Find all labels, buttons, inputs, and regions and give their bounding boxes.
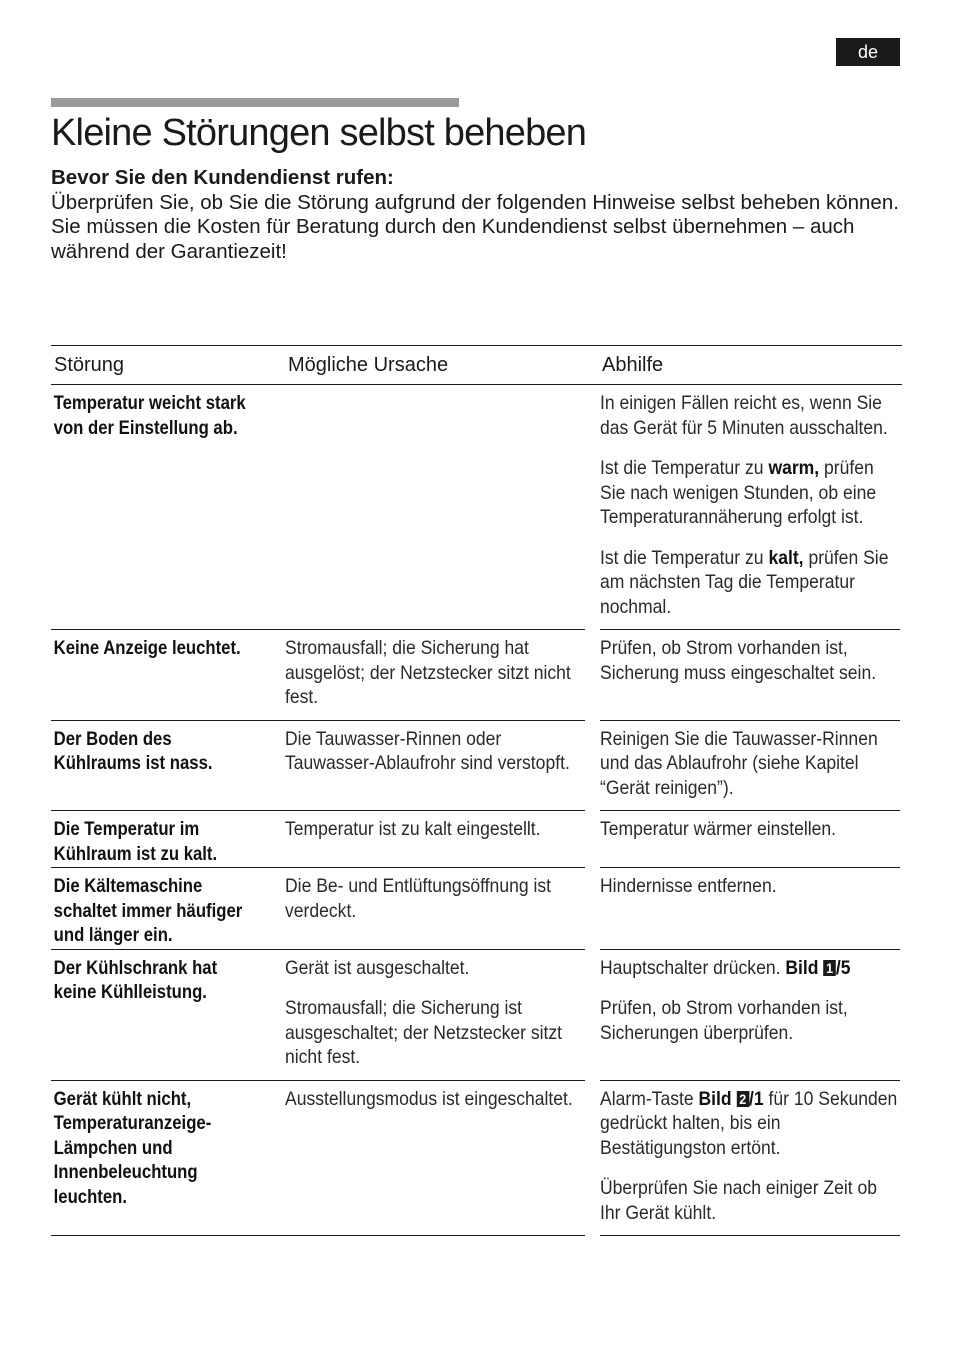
remedy-text-span: Temperatur wärmer einstellen. — [600, 818, 837, 840]
remedy-cell — [600, 1081, 900, 1171]
problem-cell: Der Boden des Kühlraums ist nass. — [53, 728, 213, 774]
figure-ref-label: Bild — [698, 1087, 732, 1110]
remedy-text-span: Hindernisse entfernen. — [600, 875, 777, 897]
remedy-cell — [600, 950, 900, 991]
cause-cell — [285, 630, 585, 721]
cause-text: Die Be- und Entlüftungsöffnung ist verdeckt. — [285, 875, 552, 922]
remedy-text-span: Überprüfen Sie nach einiger Zeit ob Ihr Gerät kühlt. — [600, 1177, 878, 1224]
header-remedy: Abhilfe — [602, 353, 664, 376]
table-row — [51, 721, 902, 812]
cause-cell — [285, 868, 585, 950]
problem-cell: Der Kühlschrank hat keine Kühlleistung. — [53, 957, 218, 1003]
remedy-text-span: prüfen Sie nach wenigen Stunden, ob eine Temperaturannäherung erfolgt ist. — [600, 457, 877, 528]
remedy-cell — [600, 1170, 900, 1236]
figure-ref-label: Bild — [785, 956, 819, 979]
figure-ref-number: 1 — [823, 960, 835, 976]
remedy-text — [600, 546, 900, 620]
language-badge: de — [836, 38, 900, 66]
emphasis-text: warm, — [768, 457, 820, 479]
cause-text: Die Tauwasser-Rinnen oder Tauwasser-Ablaufrohr sind verstopft. — [285, 727, 570, 774]
cause-text: Temperatur ist zu kalt eingestellt. — [285, 818, 541, 840]
remedy-text — [600, 636, 900, 685]
cause-cell — [285, 1081, 585, 1237]
remedy-text-span: Prüfen, ob Strom vorhanden ist, Sicherungen überprüfen. — [600, 997, 848, 1044]
remedy-text — [600, 817, 900, 842]
table-row — [51, 1081, 902, 1237]
remedy-text — [600, 1176, 900, 1225]
troubleshooting-table — [51, 345, 902, 1236]
remedy-text — [600, 391, 900, 440]
remedy-text-span: Prüfen, ob Strom vorhanden ist, Sicherung muss eingeschaltet sein. — [600, 637, 877, 684]
remedy-cell — [600, 721, 900, 812]
remedy-text-span: Ist die Temperatur zu — [600, 546, 769, 569]
remedy-cell — [600, 990, 900, 1081]
remedy-text — [600, 456, 900, 530]
remedy-cell — [600, 811, 900, 868]
figure-ref-number: 2 — [737, 1091, 749, 1107]
cause-cell — [285, 990, 585, 1081]
remedy-cell — [600, 630, 900, 721]
remedy-text — [600, 727, 900, 801]
remedy-text-span: prüfen Sie am nächsten Tag die Temperatur nochmal. — [600, 546, 889, 618]
intro-paragraph-1: Überprüfen Sie, ob Sie die Störung aufgrund der folgenden Hinweise selbst beheben können. — [51, 190, 899, 214]
cause-cell — [285, 385, 585, 630]
table-row — [51, 950, 902, 1081]
table-header — [51, 345, 902, 385]
table-row — [51, 385, 902, 630]
remedy-text-span: für 10 Sekunden gedrückt halten, bis ein Bestätigungston ertönt. — [600, 1087, 898, 1159]
remedy-text — [600, 996, 900, 1045]
cause-cell — [285, 721, 585, 812]
remedy-cell — [600, 868, 900, 950]
page-title: Kleine Störungen selbst beheben — [51, 112, 587, 154]
header-problem: Störung — [54, 353, 125, 376]
problem-cell: Gerät kühlt nicht, Temperaturanzeige-Lämpchen und Innenbeleuchtung leuchten. — [53, 1088, 212, 1208]
table-row — [51, 868, 902, 950]
table-row — [51, 630, 902, 721]
cause-text: Stromausfall; die Sicherung hat ausgelöst; der Netzstecker sitzt nicht fest. — [285, 637, 571, 708]
figure-ref-suffix: /5 — [835, 956, 851, 979]
cause-cell — [285, 950, 585, 991]
intro-paragraph-2: Sie müssen die Kosten für Beratung durch den Kundendienst selbst übernehmen – auch während der Garantiezeit! — [51, 215, 855, 263]
emphasis-text: kalt, — [768, 546, 804, 569]
cause-text: Ausstellungsmodus ist eingeschaltet. — [285, 1087, 573, 1110]
intro-lead: Bevor Sie den Kundendienst rufen: — [51, 166, 394, 189]
problem-cell: Die Temperatur im Kühlraum ist zu kalt. — [53, 819, 218, 865]
remedy-text-span: Alarm-Taste — [600, 1087, 699, 1110]
table-row — [51, 811, 902, 868]
remedy-text-span: In einigen Fällen reicht es, wenn Sie das Gerät für 5 Minuten ausschalten. — [600, 392, 888, 439]
table-body — [51, 385, 902, 1236]
intro — [51, 166, 901, 264]
cause-cell — [285, 811, 585, 868]
cause-text: Stromausfall; die Sicherung ist ausgeschaltet; der Netzstecker sitzt nicht fest. — [285, 997, 563, 1068]
figure-ref-suffix: /1 — [748, 1087, 764, 1110]
remedy-text — [600, 956, 900, 981]
remedy-text-span: Reinigen Sie die Tauwasser-Rinnen und das Ablaufrohr (siehe Kapitel “Gerät reinigen”). — [600, 727, 878, 799]
problem-cell: Die Kältemaschine schaltet immer häufiger und länger ein. — [53, 876, 243, 946]
remedy-text — [600, 874, 900, 899]
problem-cell: Keine Anzeige leuchtet. — [53, 638, 241, 659]
problem-cell: Temperatur weicht stark von der Einstellung ab. — [53, 393, 246, 439]
cause-text: Gerät ist ausgeschaltet. — [285, 956, 470, 979]
remedy-text-span: Hauptschalter drücken. — [600, 956, 786, 979]
remedy-cell — [600, 450, 900, 540]
remedy-text-span: Ist die Temperatur zu — [600, 457, 769, 479]
remedy-text — [600, 1087, 900, 1161]
header-cause: Mögliche Ursache — [288, 353, 449, 376]
remedy-cell — [600, 540, 900, 631]
section-rule — [51, 98, 459, 107]
remedy-cell — [600, 385, 900, 450]
